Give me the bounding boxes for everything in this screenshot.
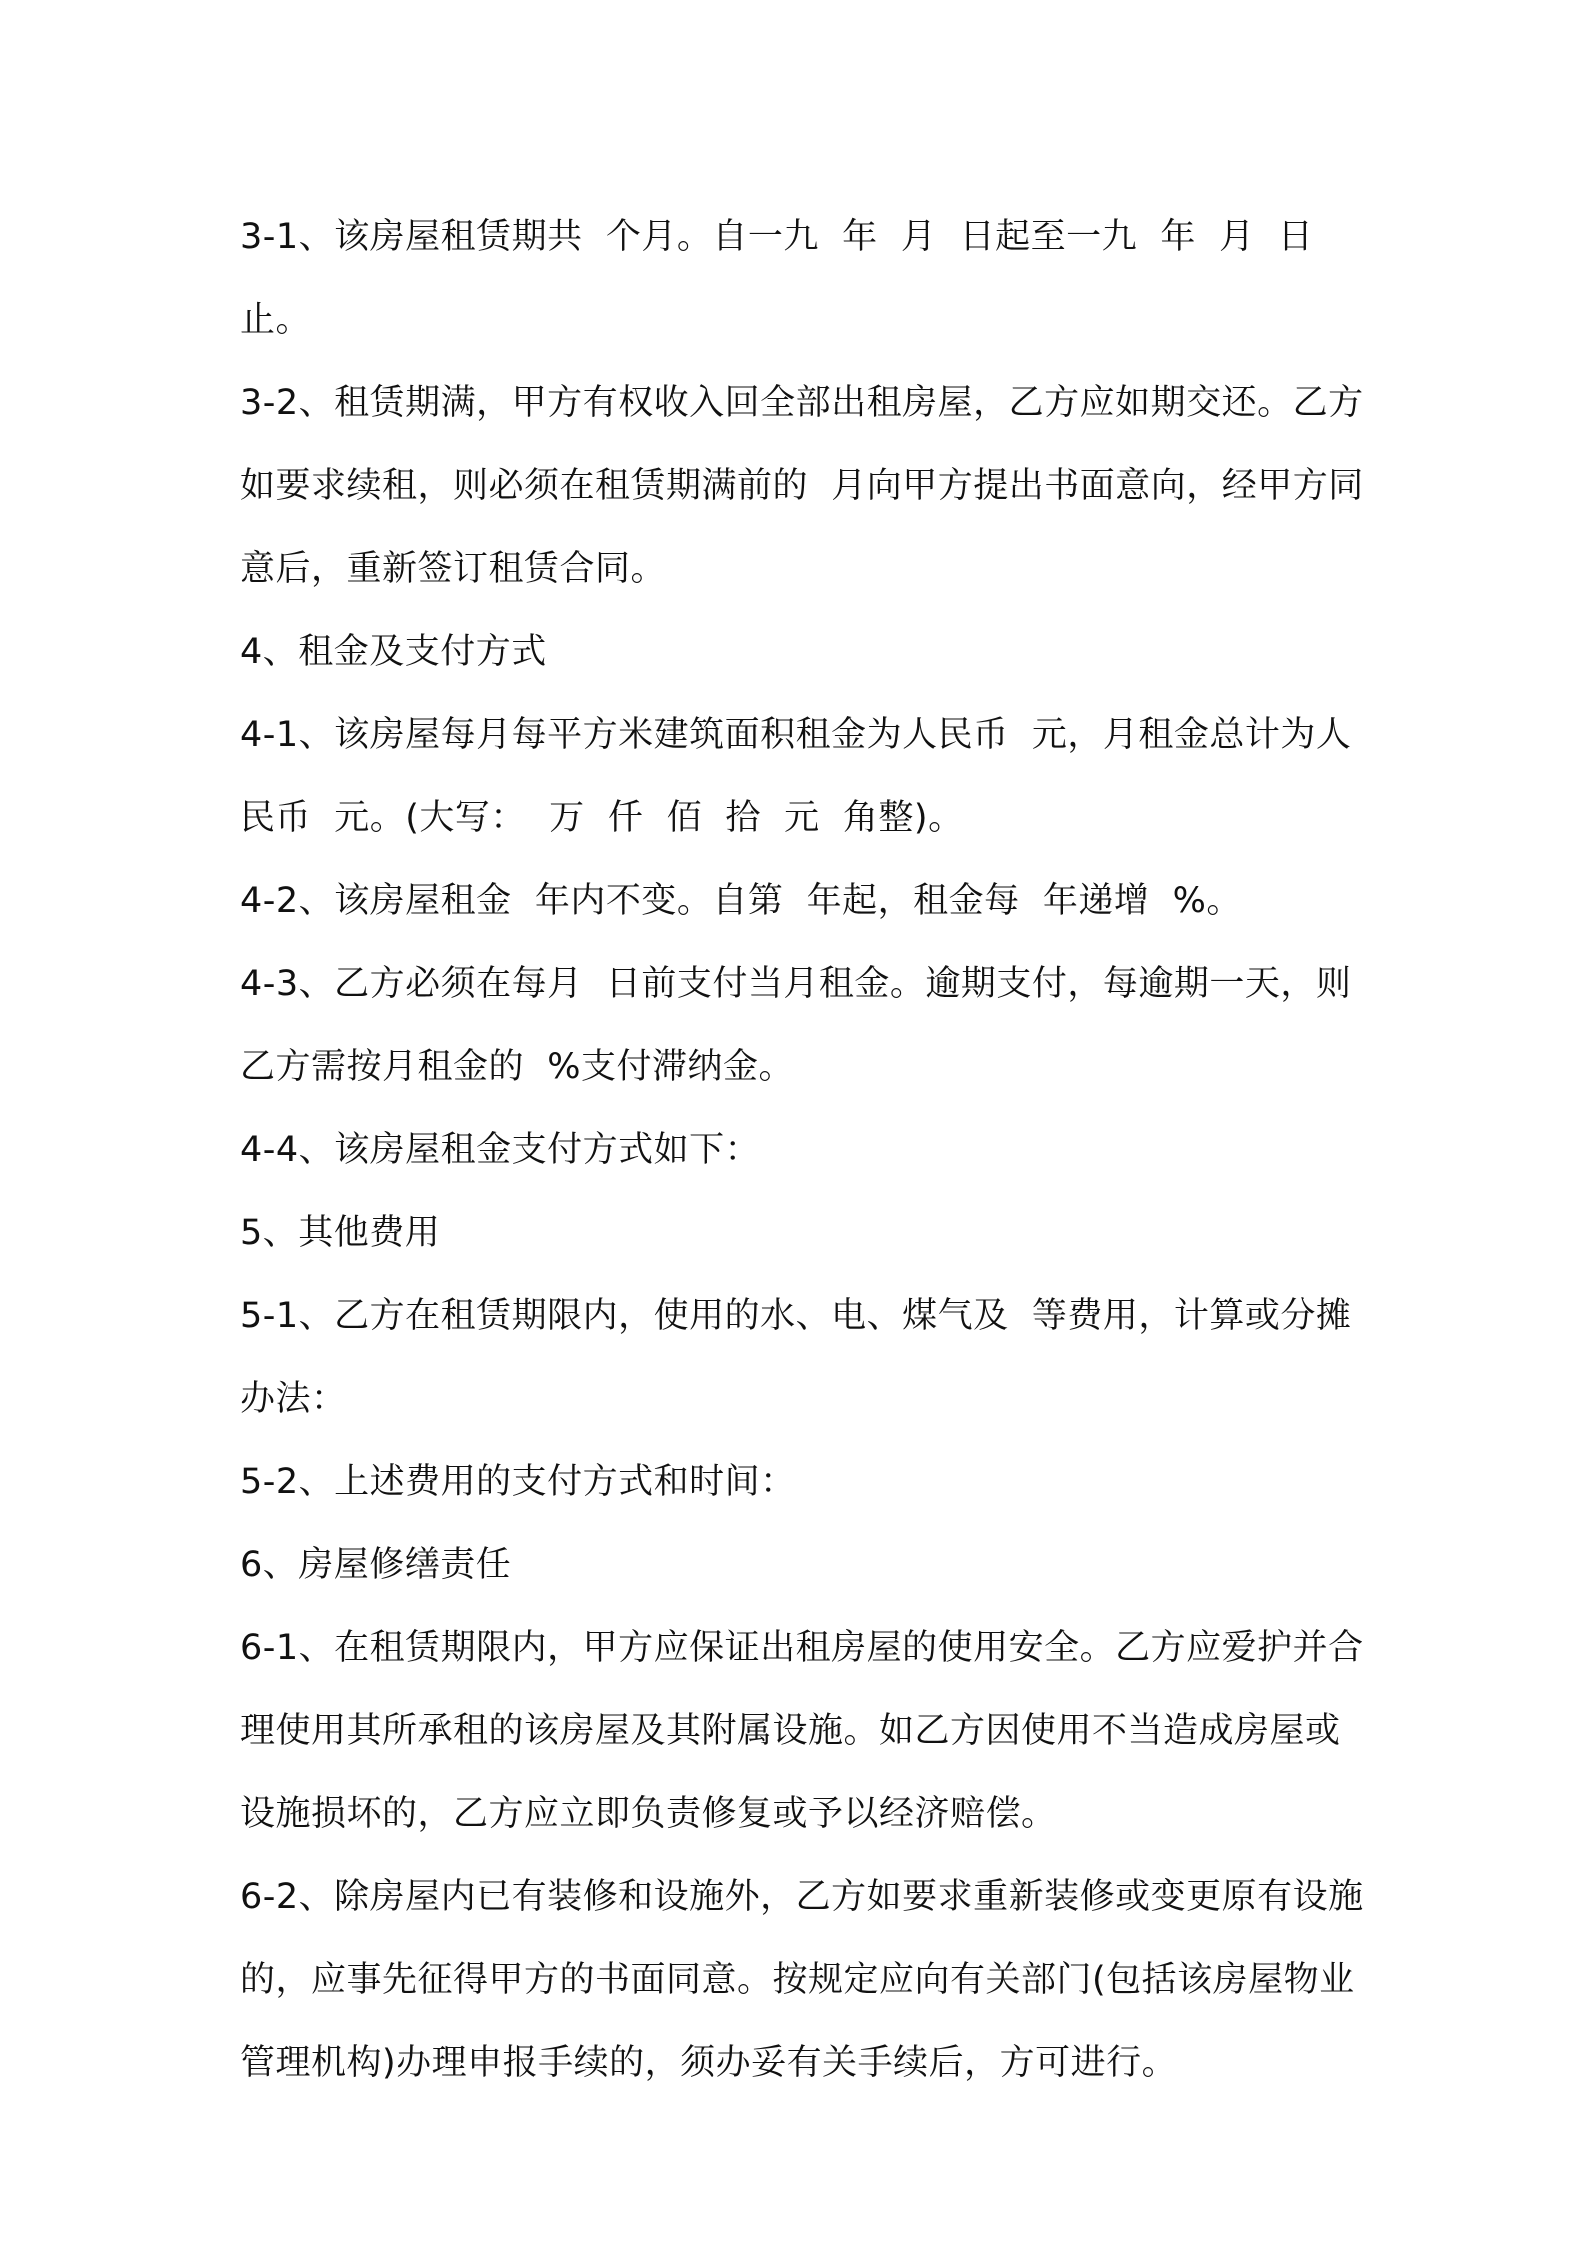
- section-5-heading: 5、其他费用: [240, 1213, 441, 1253]
- clause-4-3: 4-3、乙方必须在每月 日前支付当月租金。逾期支付，每逾期一天，则乙方需按月租金的 %支付滞纳金。: [240, 964, 1352, 1087]
- clause-5-2: 5-2、上述费用的支付方式和时间：: [240, 1462, 796, 1502]
- document-body: [240, 196, 1370, 2105]
- clause-5-1: 5-1、乙方在租赁期限内，使用的水、电、煤气及 等费用，计算或分摊办法：: [240, 1296, 1352, 1419]
- clause-3-2: 3-2、租赁期满，甲方有权收入回全部出租房屋，乙方应如期交还。乙方如要求续租，则必须在租赁期满前的 月向甲方提出书面意向，经甲方同意后，重新签订租赁合同。: [240, 383, 1364, 589]
- clause-4-2: 4-2、该房屋租金 年内不变。自第 年起，租金每 年递增 %。: [240, 881, 1242, 921]
- clause-4-4: 4-4、该房屋租金支付方式如下：: [240, 1130, 761, 1170]
- section-4-heading: 4、租金及支付方式: [240, 632, 547, 672]
- clause-6-2: 6-2、除房屋内已有装修和设施外，乙方如要求重新装修或变更原有设施的，应事先征得甲方的书面同意。按规定应向有关部门(包括该房屋物业管理机构)办理申报手续的，须办妥有关手续后，方可进行。: [240, 1877, 1364, 2083]
- clause-4-1: 4-1、该房屋每月每平方米建筑面积租金为人民币 元，月租金总计为人民币 元。(大写： 万 仟 佰 拾 元 角整)。: [240, 715, 1352, 838]
- section-6-heading: 6、房屋修缮责任: [240, 1545, 512, 1585]
- clause-6-1: 6-1、在租赁期限内，甲方应保证出租房屋的使用安全。乙方应爱护并合理使用其所承租的该房屋及其附属设施。如乙方因使用不当造成房屋或设施损坏的，乙方应立即负责修复或予以经济赔偿。: [240, 1628, 1364, 1834]
- clause-3-1: 3-1、该房屋租赁期共 个月。自一九 年 月 日起至一九 年 月 日止。: [240, 217, 1314, 340]
